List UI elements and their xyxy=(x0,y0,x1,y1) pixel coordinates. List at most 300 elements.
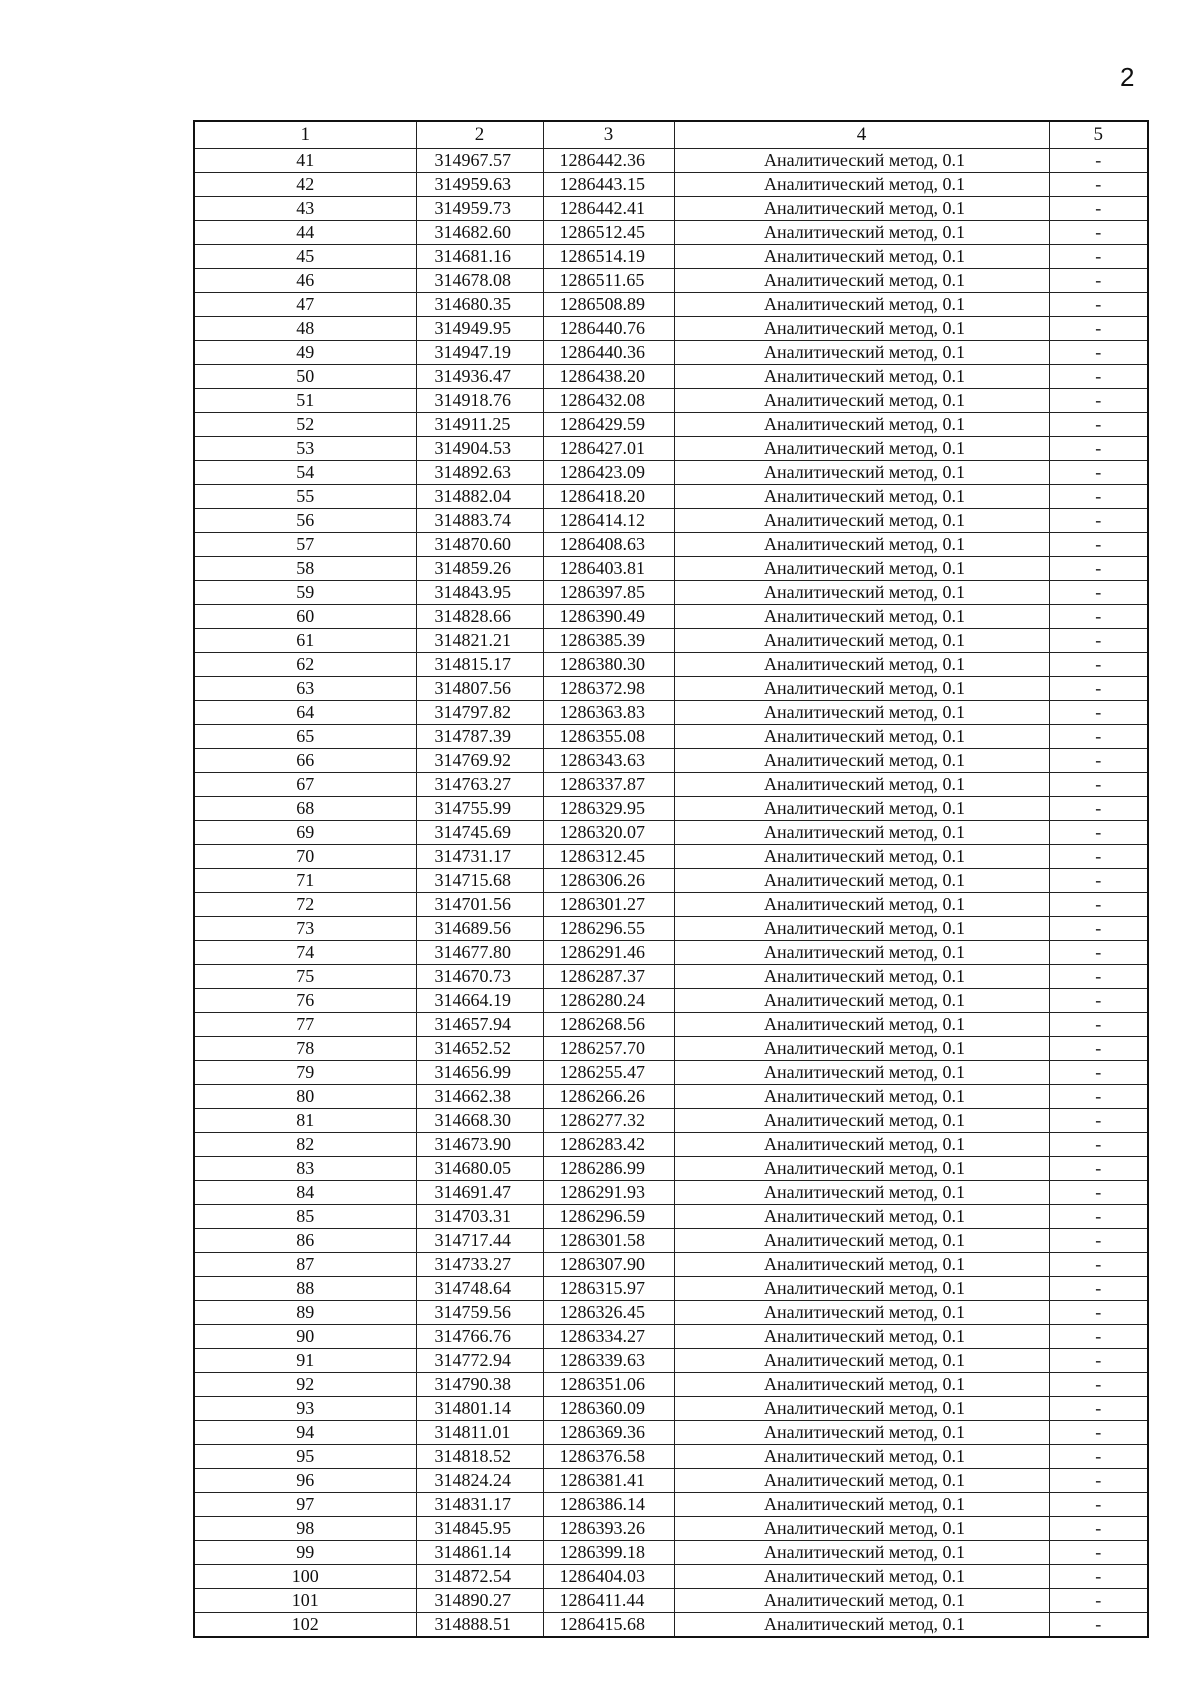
point-number-cell: 67 xyxy=(194,773,416,797)
note-cell: - xyxy=(1049,197,1148,221)
y-coordinate-cell: 1286257.70 xyxy=(543,1037,674,1061)
table-row xyxy=(194,1061,1148,1085)
point-number-cell: 92 xyxy=(194,1373,416,1397)
note-cell: - xyxy=(1049,773,1148,797)
note-cell: - xyxy=(1049,365,1148,389)
point-number-cell: 57 xyxy=(194,533,416,557)
x-coordinate-cell: 314828.66 xyxy=(416,605,543,629)
x-coordinate-cell: 314787.39 xyxy=(416,725,543,749)
point-number-cell: 49 xyxy=(194,341,416,365)
method-cell: Аналитический метод, 0.1 xyxy=(674,149,1049,173)
table-row xyxy=(194,1493,1148,1517)
note-cell: - xyxy=(1049,1493,1148,1517)
y-coordinate-cell: 1286440.76 xyxy=(543,317,674,341)
table-row xyxy=(194,1253,1148,1277)
y-coordinate-cell: 1286283.42 xyxy=(543,1133,674,1157)
table-row xyxy=(194,845,1148,869)
y-coordinate-cell: 1286411.44 xyxy=(543,1589,674,1613)
x-coordinate-cell: 314745.69 xyxy=(416,821,543,845)
point-number-cell: 55 xyxy=(194,485,416,509)
method-cell: Аналитический метод, 0.1 xyxy=(674,1181,1049,1205)
method-cell: Аналитический метод, 0.1 xyxy=(674,221,1049,245)
y-coordinate-cell: 1286277.32 xyxy=(543,1109,674,1133)
point-number-cell: 74 xyxy=(194,941,416,965)
point-number-cell: 43 xyxy=(194,197,416,221)
note-cell: - xyxy=(1049,941,1148,965)
point-number-cell: 56 xyxy=(194,509,416,533)
x-coordinate-cell: 314959.63 xyxy=(416,173,543,197)
method-cell: Аналитический метод, 0.1 xyxy=(674,701,1049,725)
note-cell: - xyxy=(1049,797,1148,821)
x-coordinate-cell: 314664.19 xyxy=(416,989,543,1013)
table-row xyxy=(194,1613,1148,1638)
x-coordinate-cell: 314918.76 xyxy=(416,389,543,413)
note-cell: - xyxy=(1049,317,1148,341)
x-coordinate-cell: 314682.60 xyxy=(416,221,543,245)
x-coordinate-cell: 314755.99 xyxy=(416,797,543,821)
note-cell: - xyxy=(1049,173,1148,197)
table-row xyxy=(194,1109,1148,1133)
note-cell: - xyxy=(1049,389,1148,413)
method-cell: Аналитический метод, 0.1 xyxy=(674,1037,1049,1061)
method-cell: Аналитический метод, 0.1 xyxy=(674,173,1049,197)
note-cell: - xyxy=(1049,1469,1148,1493)
y-coordinate-cell: 1286360.09 xyxy=(543,1397,674,1421)
point-number-cell: 42 xyxy=(194,173,416,197)
y-coordinate-cell: 1286508.89 xyxy=(543,293,674,317)
method-cell: Аналитический метод, 0.1 xyxy=(674,605,1049,629)
method-cell: Аналитический метод, 0.1 xyxy=(674,1589,1049,1613)
note-cell: - xyxy=(1049,701,1148,725)
table-row xyxy=(194,749,1148,773)
note-cell: - xyxy=(1049,749,1148,773)
y-coordinate-cell: 1286418.20 xyxy=(543,485,674,509)
table-row xyxy=(194,461,1148,485)
table-row xyxy=(194,893,1148,917)
y-coordinate-cell: 1286307.90 xyxy=(543,1253,674,1277)
x-coordinate-cell: 314673.90 xyxy=(416,1133,543,1157)
method-cell: Аналитический метод, 0.1 xyxy=(674,1445,1049,1469)
method-cell: Аналитический метод, 0.1 xyxy=(674,1253,1049,1277)
table-row xyxy=(194,989,1148,1013)
table-row xyxy=(194,557,1148,581)
note-cell: - xyxy=(1049,989,1148,1013)
x-coordinate-cell: 314766.76 xyxy=(416,1325,543,1349)
table-row xyxy=(194,1301,1148,1325)
x-coordinate-cell: 314652.52 xyxy=(416,1037,543,1061)
y-coordinate-cell: 1286334.27 xyxy=(543,1325,674,1349)
method-cell: Аналитический метод, 0.1 xyxy=(674,1613,1049,1638)
y-coordinate-cell: 1286329.95 xyxy=(543,797,674,821)
point-number-cell: 96 xyxy=(194,1469,416,1493)
table-row xyxy=(194,1181,1148,1205)
method-cell: Аналитический метод, 0.1 xyxy=(674,1517,1049,1541)
note-cell: - xyxy=(1049,1277,1148,1301)
note-cell: - xyxy=(1049,1133,1148,1157)
table-row xyxy=(194,1349,1148,1373)
method-cell: Аналитический метод, 0.1 xyxy=(674,797,1049,821)
table-row xyxy=(194,605,1148,629)
note-cell: - xyxy=(1049,917,1148,941)
point-number-cell: 60 xyxy=(194,605,416,629)
x-coordinate-cell: 314801.14 xyxy=(416,1397,543,1421)
y-coordinate-cell: 1286315.97 xyxy=(543,1277,674,1301)
y-coordinate-cell: 1286386.14 xyxy=(543,1493,674,1517)
x-coordinate-cell: 314861.14 xyxy=(416,1541,543,1565)
y-coordinate-cell: 1286268.56 xyxy=(543,1013,674,1037)
x-coordinate-cell: 314763.27 xyxy=(416,773,543,797)
point-number-cell: 80 xyxy=(194,1085,416,1109)
note-cell: - xyxy=(1049,461,1148,485)
note-cell: - xyxy=(1049,1181,1148,1205)
x-coordinate-cell: 314831.17 xyxy=(416,1493,543,1517)
note-cell: - xyxy=(1049,1517,1148,1541)
note-cell: - xyxy=(1049,533,1148,557)
x-coordinate-cell: 314733.27 xyxy=(416,1253,543,1277)
note-cell: - xyxy=(1049,1157,1148,1181)
x-coordinate-cell: 314748.64 xyxy=(416,1277,543,1301)
x-coordinate-cell: 314883.74 xyxy=(416,509,543,533)
method-cell: Аналитический метод, 0.1 xyxy=(674,629,1049,653)
y-coordinate-cell: 1286301.27 xyxy=(543,893,674,917)
table-row xyxy=(194,293,1148,317)
point-number-cell: 46 xyxy=(194,269,416,293)
y-coordinate-cell: 1286337.87 xyxy=(543,773,674,797)
table-row xyxy=(194,1445,1148,1469)
note-cell: - xyxy=(1049,1037,1148,1061)
x-coordinate-cell: 314824.24 xyxy=(416,1469,543,1493)
table-header-row xyxy=(194,121,1148,149)
point-number-cell: 82 xyxy=(194,1133,416,1157)
y-coordinate-cell: 1286404.03 xyxy=(543,1565,674,1589)
y-coordinate-cell: 1286320.07 xyxy=(543,821,674,845)
method-cell: Аналитический метод, 0.1 xyxy=(674,437,1049,461)
note-cell: - xyxy=(1049,1205,1148,1229)
note-cell: - xyxy=(1049,149,1148,173)
note-cell: - xyxy=(1049,893,1148,917)
x-coordinate-cell: 314678.08 xyxy=(416,269,543,293)
point-number-cell: 88 xyxy=(194,1277,416,1301)
table-row xyxy=(194,1373,1148,1397)
x-coordinate-cell: 314681.16 xyxy=(416,245,543,269)
method-cell: Аналитический метод, 0.1 xyxy=(674,1349,1049,1373)
table-row xyxy=(194,509,1148,533)
table-row xyxy=(194,1517,1148,1541)
point-number-cell: 81 xyxy=(194,1109,416,1133)
coordinates-table xyxy=(193,120,1149,1638)
y-coordinate-cell: 1286286.99 xyxy=(543,1157,674,1181)
point-number-cell: 86 xyxy=(194,1229,416,1253)
point-number-cell: 54 xyxy=(194,461,416,485)
note-cell: - xyxy=(1049,1421,1148,1445)
method-cell: Аналитический метод, 0.1 xyxy=(674,821,1049,845)
header-col-5: 5 xyxy=(1049,121,1148,149)
table-row xyxy=(194,653,1148,677)
note-cell: - xyxy=(1049,821,1148,845)
method-cell: Аналитический метод, 0.1 xyxy=(674,1373,1049,1397)
method-cell: Аналитический метод, 0.1 xyxy=(674,509,1049,533)
x-coordinate-cell: 314911.25 xyxy=(416,413,543,437)
x-coordinate-cell: 314870.60 xyxy=(416,533,543,557)
table-row xyxy=(194,341,1148,365)
table-row xyxy=(194,197,1148,221)
y-coordinate-cell: 1286438.20 xyxy=(543,365,674,389)
y-coordinate-cell: 1286255.47 xyxy=(543,1061,674,1085)
note-cell: - xyxy=(1049,293,1148,317)
y-coordinate-cell: 1286306.26 xyxy=(543,869,674,893)
method-cell: Аналитический метод, 0.1 xyxy=(674,1013,1049,1037)
point-number-cell: 87 xyxy=(194,1253,416,1277)
table-row xyxy=(194,677,1148,701)
note-cell: - xyxy=(1049,1613,1148,1638)
method-cell: Аналитический метод, 0.1 xyxy=(674,1133,1049,1157)
note-cell: - xyxy=(1049,221,1148,245)
point-number-cell: 83 xyxy=(194,1157,416,1181)
method-cell: Аналитический метод, 0.1 xyxy=(674,413,1049,437)
note-cell: - xyxy=(1049,557,1148,581)
note-cell: - xyxy=(1049,725,1148,749)
point-number-cell: 52 xyxy=(194,413,416,437)
note-cell: - xyxy=(1049,509,1148,533)
y-coordinate-cell: 1286266.26 xyxy=(543,1085,674,1109)
y-coordinate-cell: 1286291.46 xyxy=(543,941,674,965)
table-row xyxy=(194,1205,1148,1229)
y-coordinate-cell: 1286440.36 xyxy=(543,341,674,365)
note-cell: - xyxy=(1049,1397,1148,1421)
x-coordinate-cell: 314689.56 xyxy=(416,917,543,941)
table-row xyxy=(194,773,1148,797)
note-cell: - xyxy=(1049,869,1148,893)
x-coordinate-cell: 314797.82 xyxy=(416,701,543,725)
y-coordinate-cell: 1286296.59 xyxy=(543,1205,674,1229)
note-cell: - xyxy=(1049,269,1148,293)
point-number-cell: 41 xyxy=(194,149,416,173)
method-cell: Аналитический метод, 0.1 xyxy=(674,1085,1049,1109)
y-coordinate-cell: 1286381.41 xyxy=(543,1469,674,1493)
point-number-cell: 79 xyxy=(194,1061,416,1085)
note-cell: - xyxy=(1049,1373,1148,1397)
y-coordinate-cell: 1286432.08 xyxy=(543,389,674,413)
y-coordinate-cell: 1286393.26 xyxy=(543,1517,674,1541)
method-cell: Аналитический метод, 0.1 xyxy=(674,557,1049,581)
method-cell: Аналитический метод, 0.1 xyxy=(674,581,1049,605)
x-coordinate-cell: 314892.63 xyxy=(416,461,543,485)
point-number-cell: 93 xyxy=(194,1397,416,1421)
x-coordinate-cell: 314821.21 xyxy=(416,629,543,653)
method-cell: Аналитический метод, 0.1 xyxy=(674,845,1049,869)
table-row xyxy=(194,725,1148,749)
x-coordinate-cell: 314656.99 xyxy=(416,1061,543,1085)
note-cell: - xyxy=(1049,1325,1148,1349)
method-cell: Аналитический метод, 0.1 xyxy=(674,245,1049,269)
method-cell: Аналитический метод, 0.1 xyxy=(674,941,1049,965)
point-number-cell: 76 xyxy=(194,989,416,1013)
table-row xyxy=(194,917,1148,941)
point-number-cell: 71 xyxy=(194,869,416,893)
table-row xyxy=(194,1325,1148,1349)
x-coordinate-cell: 314872.54 xyxy=(416,1565,543,1589)
table-row xyxy=(194,941,1148,965)
y-coordinate-cell: 1286291.93 xyxy=(543,1181,674,1205)
x-coordinate-cell: 314769.92 xyxy=(416,749,543,773)
y-coordinate-cell: 1286296.55 xyxy=(543,917,674,941)
header-col-4: 4 xyxy=(674,121,1049,149)
point-number-cell: 72 xyxy=(194,893,416,917)
table-row xyxy=(194,533,1148,557)
note-cell: - xyxy=(1049,1061,1148,1085)
y-coordinate-cell: 1286414.12 xyxy=(543,509,674,533)
x-coordinate-cell: 314668.30 xyxy=(416,1109,543,1133)
header-col-3: 3 xyxy=(543,121,674,149)
y-coordinate-cell: 1286369.36 xyxy=(543,1421,674,1445)
method-cell: Аналитический метод, 0.1 xyxy=(674,989,1049,1013)
method-cell: Аналитический метод, 0.1 xyxy=(674,1229,1049,1253)
method-cell: Аналитический метод, 0.1 xyxy=(674,1397,1049,1421)
x-coordinate-cell: 314715.68 xyxy=(416,869,543,893)
table-row xyxy=(194,965,1148,989)
method-cell: Аналитический метод, 0.1 xyxy=(674,365,1049,389)
y-coordinate-cell: 1286399.18 xyxy=(543,1541,674,1565)
y-coordinate-cell: 1286403.81 xyxy=(543,557,674,581)
method-cell: Аналитический метод, 0.1 xyxy=(674,773,1049,797)
method-cell: Аналитический метод, 0.1 xyxy=(674,341,1049,365)
header-col-1: 1 xyxy=(194,121,416,149)
table-row xyxy=(194,1541,1148,1565)
point-number-cell: 68 xyxy=(194,797,416,821)
point-number-cell: 45 xyxy=(194,245,416,269)
y-coordinate-cell: 1286385.39 xyxy=(543,629,674,653)
method-cell: Аналитический метод, 0.1 xyxy=(674,749,1049,773)
point-number-cell: 61 xyxy=(194,629,416,653)
point-number-cell: 99 xyxy=(194,1541,416,1565)
point-number-cell: 65 xyxy=(194,725,416,749)
table-row xyxy=(194,269,1148,293)
y-coordinate-cell: 1286408.63 xyxy=(543,533,674,557)
note-cell: - xyxy=(1049,1013,1148,1037)
method-cell: Аналитический метод, 0.1 xyxy=(674,533,1049,557)
method-cell: Аналитический метод, 0.1 xyxy=(674,1469,1049,1493)
point-number-cell: 47 xyxy=(194,293,416,317)
method-cell: Аналитический метод, 0.1 xyxy=(674,965,1049,989)
note-cell: - xyxy=(1049,1229,1148,1253)
table-row xyxy=(194,1589,1148,1613)
x-coordinate-cell: 314790.38 xyxy=(416,1373,543,1397)
point-number-cell: 90 xyxy=(194,1325,416,1349)
point-number-cell: 84 xyxy=(194,1181,416,1205)
method-cell: Аналитический метод, 0.1 xyxy=(674,677,1049,701)
table-row xyxy=(194,869,1148,893)
table-row xyxy=(194,221,1148,245)
method-cell: Аналитический метод, 0.1 xyxy=(674,269,1049,293)
point-number-cell: 102 xyxy=(194,1613,416,1638)
x-coordinate-cell: 314949.95 xyxy=(416,317,543,341)
x-coordinate-cell: 314772.94 xyxy=(416,1349,543,1373)
y-coordinate-cell: 1286355.08 xyxy=(543,725,674,749)
method-cell: Аналитический метод, 0.1 xyxy=(674,1061,1049,1085)
y-coordinate-cell: 1286423.09 xyxy=(543,461,674,485)
table-row xyxy=(194,149,1148,173)
table-row xyxy=(194,1133,1148,1157)
point-number-cell: 98 xyxy=(194,1517,416,1541)
table-row xyxy=(194,1565,1148,1589)
table-row xyxy=(194,1157,1148,1181)
x-coordinate-cell: 314947.19 xyxy=(416,341,543,365)
note-cell: - xyxy=(1049,581,1148,605)
x-coordinate-cell: 314701.56 xyxy=(416,893,543,917)
page-number: 2 xyxy=(1120,62,1135,92)
method-cell: Аналитический метод, 0.1 xyxy=(674,653,1049,677)
point-number-cell: 100 xyxy=(194,1565,416,1589)
point-number-cell: 53 xyxy=(194,437,416,461)
y-coordinate-cell: 1286280.24 xyxy=(543,989,674,1013)
method-cell: Аналитический метод, 0.1 xyxy=(674,1277,1049,1301)
x-coordinate-cell: 314731.17 xyxy=(416,845,543,869)
note-cell: - xyxy=(1049,413,1148,437)
note-cell: - xyxy=(1049,1349,1148,1373)
note-cell: - xyxy=(1049,1541,1148,1565)
x-coordinate-cell: 314759.56 xyxy=(416,1301,543,1325)
point-number-cell: 75 xyxy=(194,965,416,989)
point-number-cell: 97 xyxy=(194,1493,416,1517)
table-row xyxy=(194,173,1148,197)
y-coordinate-cell: 1286443.15 xyxy=(543,173,674,197)
x-coordinate-cell: 314859.26 xyxy=(416,557,543,581)
y-coordinate-cell: 1286514.19 xyxy=(543,245,674,269)
x-coordinate-cell: 314959.73 xyxy=(416,197,543,221)
point-number-cell: 50 xyxy=(194,365,416,389)
point-number-cell: 51 xyxy=(194,389,416,413)
x-coordinate-cell: 314818.52 xyxy=(416,1445,543,1469)
table-row xyxy=(194,1085,1148,1109)
table-body xyxy=(194,149,1148,1638)
method-cell: Аналитический метод, 0.1 xyxy=(674,1301,1049,1325)
point-number-cell: 48 xyxy=(194,317,416,341)
y-coordinate-cell: 1286429.59 xyxy=(543,413,674,437)
note-cell: - xyxy=(1049,1301,1148,1325)
y-coordinate-cell: 1286301.58 xyxy=(543,1229,674,1253)
y-coordinate-cell: 1286442.41 xyxy=(543,197,674,221)
y-coordinate-cell: 1286512.45 xyxy=(543,221,674,245)
y-coordinate-cell: 1286326.45 xyxy=(543,1301,674,1325)
point-number-cell: 91 xyxy=(194,1349,416,1373)
point-number-cell: 62 xyxy=(194,653,416,677)
note-cell: - xyxy=(1049,437,1148,461)
table-row xyxy=(194,317,1148,341)
point-number-cell: 66 xyxy=(194,749,416,773)
table-row xyxy=(194,1397,1148,1421)
x-coordinate-cell: 314703.31 xyxy=(416,1205,543,1229)
table-row xyxy=(194,245,1148,269)
table-row xyxy=(194,437,1148,461)
y-coordinate-cell: 1286390.49 xyxy=(543,605,674,629)
note-cell: - xyxy=(1049,245,1148,269)
point-number-cell: 58 xyxy=(194,557,416,581)
x-coordinate-cell: 314845.95 xyxy=(416,1517,543,1541)
note-cell: - xyxy=(1049,485,1148,509)
x-coordinate-cell: 314888.51 xyxy=(416,1613,543,1638)
x-coordinate-cell: 314662.38 xyxy=(416,1085,543,1109)
point-number-cell: 69 xyxy=(194,821,416,845)
point-number-cell: 59 xyxy=(194,581,416,605)
method-cell: Аналитический метод, 0.1 xyxy=(674,1109,1049,1133)
point-number-cell: 64 xyxy=(194,701,416,725)
note-cell: - xyxy=(1049,1565,1148,1589)
point-number-cell: 101 xyxy=(194,1589,416,1613)
method-cell: Аналитический метод, 0.1 xyxy=(674,893,1049,917)
table-row xyxy=(194,629,1148,653)
x-coordinate-cell: 314670.73 xyxy=(416,965,543,989)
table-row xyxy=(194,389,1148,413)
